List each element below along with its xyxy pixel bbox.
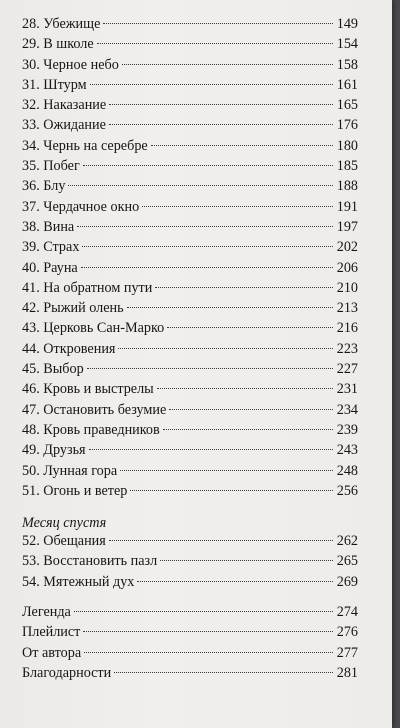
section-chapters-list [22,533,358,594]
entry-title: От автора [22,644,82,661]
toc-entry [22,553,358,573]
dot-leader [151,145,333,146]
toc-entry [22,381,358,401]
page-number: 180 [336,137,358,154]
dot-leader [109,104,333,105]
entry-title: 45. Выбор [22,361,84,378]
page-number: 243 [336,442,358,459]
toc-entry [22,97,358,117]
entry-title: 35. Побег [22,158,80,175]
entry-title: 39. Страх [22,239,80,256]
entry-title: 54. Мятежный дух [22,573,135,590]
dot-leader [90,84,333,85]
page-number: 276 [336,624,358,641]
page-number: 216 [336,320,358,337]
dot-leader [77,226,332,227]
entry-title: 31. Штурм [22,76,87,93]
dot-leader [127,307,333,308]
page-number: 185 [336,158,358,175]
entry-title: 34. Чернь на серебре [22,137,148,154]
entry-title: 46. Кровь и выстрелы [22,381,154,398]
page-number: 256 [336,482,358,499]
chapters-list [22,16,358,503]
page-number: 202 [336,239,358,256]
page-number: 265 [336,553,358,570]
entry-title: 44. Откровения [22,340,116,357]
dot-leader [109,124,333,125]
page-number: 197 [336,218,358,235]
toc-entry [22,624,358,644]
toc-entry [22,300,358,320]
toc-entry [22,483,358,503]
entry-title: Легенда [22,604,71,621]
dot-leader [87,368,333,369]
dot-leader [68,185,332,186]
entry-title: 28. Убежище [22,16,101,32]
entry-title: 47. Остановить безумие [22,401,167,418]
toc-entry [22,16,358,36]
entry-title: 49. Друзья [22,442,86,459]
page-number: 262 [336,533,358,550]
toc-entry [22,402,358,422]
page-number: 149 [336,16,358,32]
entry-title: 40. Рауна [22,259,78,276]
toc-entry [22,442,358,462]
dot-leader [120,470,333,471]
entry-title: 50. Лунная гора [22,462,118,479]
dot-leader [167,327,332,328]
page-number: 277 [336,644,358,661]
dot-leader [157,388,333,389]
page-number: 227 [336,361,358,378]
dot-leader [130,490,332,491]
dot-leader [155,287,332,288]
page-number: 206 [336,259,358,276]
toc-entry [22,422,358,442]
toc-entry [22,665,358,685]
dot-leader [74,611,333,612]
entry-title: 38. Вина [22,218,75,235]
toc-entry [22,77,358,97]
page-number: 248 [336,462,358,479]
toc-entry [22,239,358,259]
table-of-contents [22,16,358,685]
entry-title: 43. Церковь Сан-Марко [22,320,165,337]
entry-title: 29. В школе [22,36,94,53]
section-heading: Месяц спустя [22,515,107,532]
dot-leader [103,23,332,24]
entry-title: Плейлист [22,624,81,641]
page-number: 161 [336,76,358,93]
entry-title: 51. Огонь и ветер [22,482,128,499]
dot-leader [169,409,332,410]
entry-title: 33. Ожидание [22,117,106,134]
toc-entry [22,533,358,553]
dot-leader [163,429,333,430]
page-number: 269 [336,573,358,590]
page-number: 274 [336,604,358,621]
toc-entry [22,219,358,239]
toc-entry [22,117,358,137]
dot-leader [114,672,332,673]
toc-entry [22,178,358,198]
dot-leader [118,348,332,349]
toc-entry [22,463,358,483]
toc-entry [22,645,358,665]
page-number: 176 [336,117,358,134]
dot-leader [81,267,333,268]
toc-entry [22,320,358,340]
toc-entry [22,260,358,280]
page-number: 158 [336,56,358,73]
entry-title: 42. Рыжий олень [22,300,124,317]
page-number: 234 [336,401,358,418]
toc-entry [22,158,358,178]
dot-leader [83,165,333,166]
toc-entry [22,604,358,624]
page-number: 281 [336,664,358,681]
entry-title: 37. Чердачное окно [22,198,140,215]
dot-leader [89,449,333,450]
dot-leader [137,581,332,582]
toc-entry [22,199,358,219]
page-number: 223 [336,340,358,357]
toc-entry [22,574,358,594]
entry-title: 52. Обещания [22,533,106,550]
page-number: 154 [336,36,358,53]
page-number: 213 [336,300,358,317]
page-number: 231 [336,381,358,398]
entry-title: 30. Черное небо [22,56,119,73]
page-number: 191 [336,198,358,215]
toc-entry [22,36,358,56]
toc-entry [22,57,358,77]
entry-title: 53. Восстановить пазл [22,553,158,570]
dot-leader [97,43,333,44]
dot-leader [109,540,333,541]
entry-title: 41. На обратном пути [22,279,153,296]
entry-title: Благодарности [22,664,112,681]
dot-leader [84,652,333,653]
spacer [22,594,358,604]
dot-leader [122,64,333,65]
toc-entry [22,280,358,300]
dot-leader [83,631,332,632]
entry-title: 36. Блу [22,178,66,195]
spacer [22,503,358,513]
page-number: 239 [336,421,358,438]
appendix-list [22,604,358,685]
dot-leader [160,560,332,561]
toc-entry [22,341,358,361]
page-number: 165 [336,97,358,114]
dot-leader [82,246,332,247]
toc-entry [22,361,358,381]
page-number: 210 [336,279,358,296]
entry-title: 32. Наказание [22,97,107,114]
page-number: 188 [336,178,358,195]
entry-title: 48. Кровь праведников [22,421,160,438]
toc-entry [22,138,358,158]
dot-leader [142,206,333,207]
